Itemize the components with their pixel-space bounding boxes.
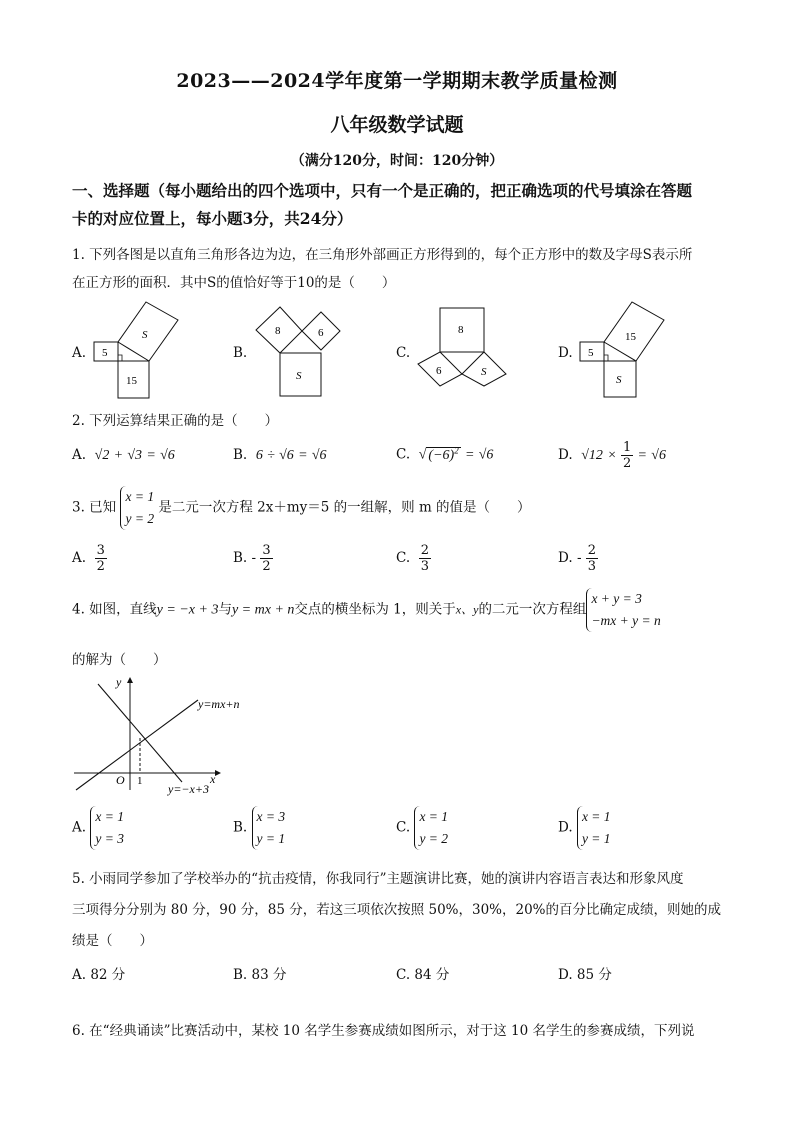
label-s: S bbox=[296, 370, 302, 382]
q5-stem-line1: 5. 小雨同学参加了学校举办的“抗击疫情，你我同行”主题演讲比赛，她的演讲内容语言表达和形象风度 bbox=[72, 871, 684, 887]
label-5: 5 bbox=[102, 347, 108, 359]
section-heading-line2: 卡的对应位置上，每小题3分，共24分） bbox=[72, 209, 353, 228]
label-15: 15 bbox=[625, 331, 636, 343]
q2-stem: 2. 下列运算结果正确的是（ ） bbox=[72, 413, 279, 429]
q4-graph bbox=[70, 670, 270, 800]
origin-label: O bbox=[116, 773, 125, 787]
q2-option-a: A. √2 + √3 = √6 bbox=[72, 447, 175, 463]
q2-option-d: D. √12 × $\frac{1}{2}$ = √6 bbox=[558, 440, 666, 471]
q2-option-c: C. √ $(-6)^2 = √6$ bbox=[396, 445, 494, 463]
square-s bbox=[118, 302, 178, 361]
q1-option-a-figure bbox=[88, 300, 188, 400]
q1-option-a-label: A. bbox=[72, 345, 87, 361]
q1-option-c-figure bbox=[414, 302, 524, 392]
q3-option-b: B. - $\frac{3}{2}$ bbox=[233, 543, 271, 574]
q5-option-c: C. 84 分 bbox=[396, 967, 450, 983]
exam-subtitle: 八年级数学试题 bbox=[330, 114, 464, 136]
label-line-neg-x-3: y=−x+3 bbox=[168, 782, 209, 796]
q4-option-d: D. x = 1 y = 1 bbox=[558, 806, 611, 850]
q4-option-b: B. x = 3 y = 1 bbox=[233, 806, 285, 850]
q3-stem: 3. 已知 x = 1 y = 2 是二元一次方程 2x＋my＝5 的一组解，则 m 的值是（ ） bbox=[72, 486, 531, 530]
label-8: 8 bbox=[275, 325, 281, 337]
q1-stem-line1: 1. 下列各图是以直角三角形各边为边，在三角形外部画正方形得到的，每个正方形中的数及字母S表示所 bbox=[72, 247, 693, 263]
tick-1-label: 1 bbox=[137, 775, 143, 787]
label-s: S bbox=[616, 374, 622, 386]
right-angle-mark bbox=[118, 355, 122, 361]
q1-option-d-label: D. bbox=[558, 345, 573, 361]
section-heading-line1: 一、选择题（每小题给出的四个选项中，只有一个是正确的，把正确选项的代号填涂在答题 bbox=[72, 181, 693, 200]
q5-option-b: B. 83 分 bbox=[233, 967, 287, 983]
q3-option-a: A. $\frac{3}{2}$ bbox=[72, 543, 105, 574]
q4-stem-end: 的解为（ ） bbox=[72, 652, 167, 668]
q1-option-c-label: C. bbox=[396, 345, 411, 361]
q6-stem-line1: 6. 在“经典诵读”比赛活动中，某校 10 名学生参赛成绩如图所示，对于这 10 名学生的参赛成绩，下列说 bbox=[72, 1023, 695, 1039]
q3-option-d: D. - $\frac{2}{3}$ bbox=[558, 543, 597, 574]
label-15: 15 bbox=[126, 375, 137, 387]
exam-meta: （满分120分，时间：120分钟） bbox=[290, 153, 504, 169]
q1-option-d-figure bbox=[574, 300, 674, 400]
q5-option-a: A. 82 分 bbox=[72, 967, 126, 983]
q1-option-b-figure bbox=[248, 300, 358, 400]
label-5: 5 bbox=[588, 347, 594, 359]
q4-stem: 4. 如图，直线y = −x + 3与y = mx + n交点的横坐标为 1，则关于x、y的二元一次方程组 x + y = 3 −mx + y = n bbox=[72, 588, 661, 632]
label-s: S bbox=[142, 329, 148, 341]
q3-option-c: C. $\frac{2}{3}$ bbox=[396, 543, 430, 574]
y-axis-label: y bbox=[116, 675, 122, 689]
q4-option-c: C. x = 1 y = 2 bbox=[396, 806, 448, 850]
line-neg-x-3 bbox=[98, 684, 182, 782]
q1-option-b-label: B. bbox=[233, 345, 248, 361]
label-8: 8 bbox=[458, 324, 464, 336]
q4-option-a: A. x = 1 y = 3 bbox=[72, 806, 124, 850]
q5-stem-line2: 三项得分分别为 80 分，90 分，85 分，若这三项依次按照 50%，30%，20%的百分比确定成绩，则她的成 bbox=[72, 902, 722, 918]
right-angle-mark bbox=[604, 355, 608, 361]
q5-option-d: D. 85 分 bbox=[558, 967, 612, 983]
label-6: 6 bbox=[318, 327, 324, 339]
exam-title: 2023——2024学年度第一学期期末教学质量检测 bbox=[176, 70, 618, 92]
q5-stem-line3: 绩是（ ） bbox=[72, 933, 153, 949]
q1-stem-line2: 在正方形的面积．其中S的值恰好等于10的是（ ） bbox=[72, 275, 396, 291]
label-s: S bbox=[481, 366, 487, 378]
label-line-mx-n: y=mx+n bbox=[198, 697, 240, 711]
label-6: 6 bbox=[436, 365, 442, 377]
q2-option-b: B. 6 ÷ √6 = √6 bbox=[233, 447, 327, 463]
x-axis-label: x bbox=[210, 772, 216, 786]
